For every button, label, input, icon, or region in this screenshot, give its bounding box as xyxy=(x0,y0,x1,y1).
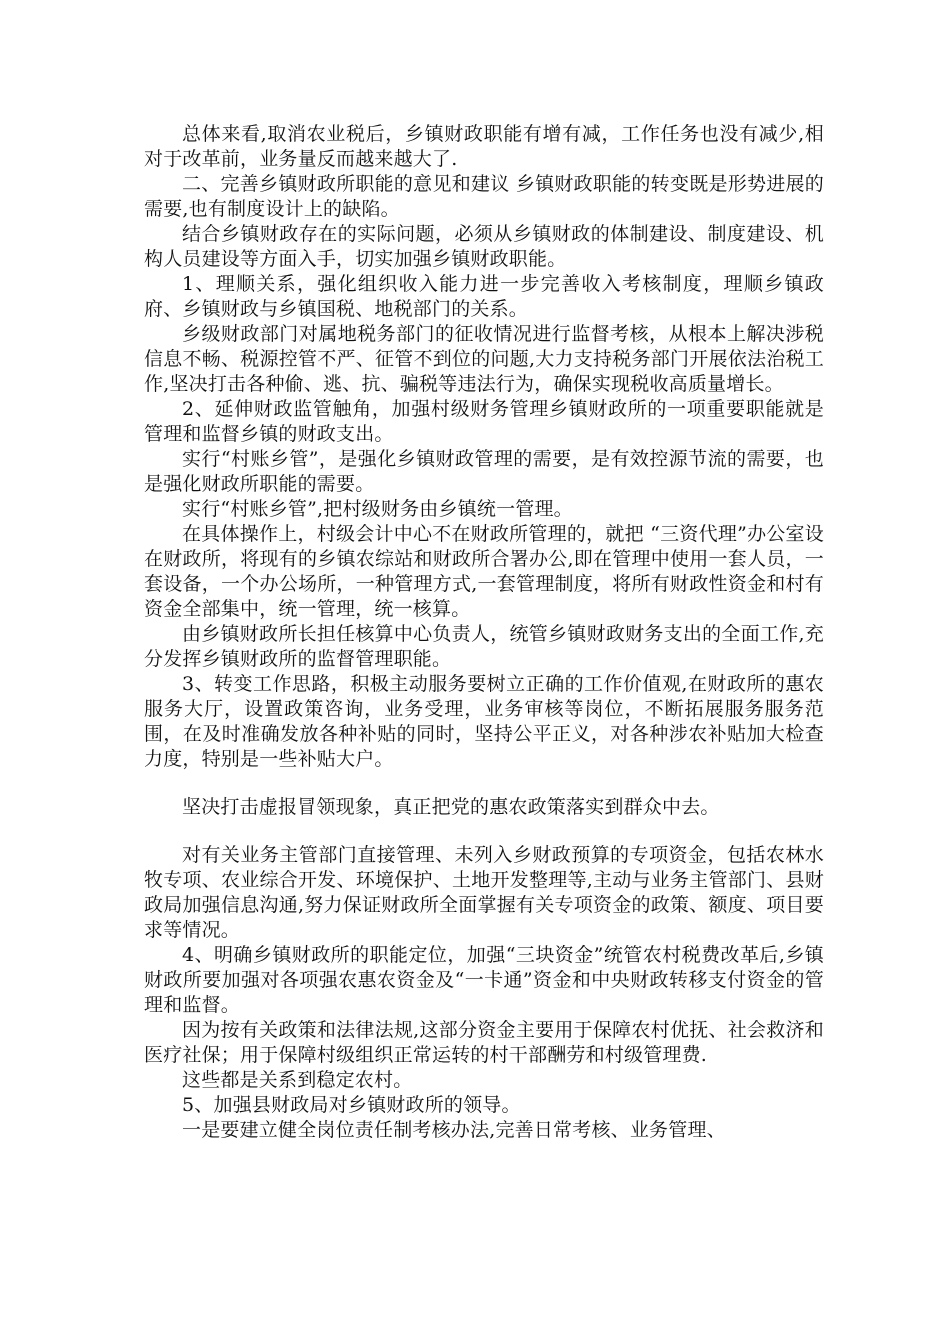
paragraph-accounting-center: 由乡镇财政所长担任核算中心负责人，统管乡镇财政财务支出的全面工作,充分发挥乡镇财政所的监督管理职能。 xyxy=(144,623,824,670)
point-5: 5、加强县财政局对乡镇财政所的领导。 xyxy=(182,1094,521,1116)
paragraph-crackdown: 坚决打击虚报冒领现象，真正把党的惠农政策落实到群众中去。 xyxy=(182,796,720,818)
paragraph-special-funds: 对有关业务主管部门直接管理、未列入乡财政预算的专项资金，包括农林水牧专项、农业综合开发、环境保护、土地开发整理等,主动与业务主管部门、县财政局加强信息沟通,努力保证财政所全面掌握有关专项资金的政策、额度、项目要求等情况。 xyxy=(144,844,824,941)
paragraph-responsibility: 一是要建立健全岗位责任制考核办法,完善日常考核、业务管理、 xyxy=(182,1119,726,1141)
paragraph-operation: 在具体操作上，村级会计中心不在财政所管理的，就把 “三资代理”办公室设在财政所，将现有的乡镇农综站和财政所合署办公,即在管理中使用一套人员，一套设备，一个办公场所，一种管理方式,一套管理制度，将所有财政性资金和村有资金全部集中，统一管理，统一核算。 xyxy=(144,523,824,620)
point-3: 3、转变工作思路，积极主动服务要树立正确的工作价值观,在财政所的惠农服务大厅，设置政策咨询，业务受理，业务审核等岗位，不断拓展服务服务范围，在及时准确发放各种补贴的同时，坚持公平正义，对各种涉农补贴加大检查力度，特别是一些补贴大户。 xyxy=(144,673,824,770)
point-1: 1、理顺关系，强化组织收入能力进一步完善收入考核制度，理顺乡镇政府、乡镇财政与乡镇国税、地税部门的关系。 xyxy=(144,273,824,320)
point-2: 2、延伸财政监管触角，加强村级财务管理乡镇财政所的一项重要职能就是管理和监督乡镇的财政支出。 xyxy=(144,398,824,445)
paragraph-stability: 这些都是关系到稳定农村。 xyxy=(182,1069,413,1091)
paragraph-fund-usage: 因为按有关政策和法律法规,这部分资金主要用于保障农村优抚、社会救济和医疗社保；用于保障村级组织正常运转的村干部酬劳和村级管理费. xyxy=(144,1019,824,1066)
paragraph-village-accounts-unified: 实行“村账乡管”,把村级财务由乡镇统一管理。 xyxy=(182,498,573,520)
section-heading-2: 二、完善乡镇财政所职能的意见和建议 乡镇财政职能的转变既是形势进展的需要,也有制度设计上的缺陷。 xyxy=(144,173,824,220)
paragraph-village-accounts-need: 实行“村账乡管”，是强化乡镇财政管理的需要，是有效控源节流的需要，也是强化财政所职能的需要。 xyxy=(144,448,824,495)
paragraph-tax-supervision: 乡级财政部门对属地税务部门的征收情况进行监督考核，从根本上解决涉税信息不畅、税源控管不严、征管不到位的问题,大力支持税务部门开展依法治税工作,坚决打击各种偷、逃、抗、骗税等违法行为，确保实现税收高质量增长。 xyxy=(144,323,824,395)
paragraph-combine-issues: 结合乡镇财政存在的实际问题，必须从乡镇财政的体制建设、制度建设、机构人员建设等方面入手，切实加强乡镇财政职能。 xyxy=(144,223,824,270)
paragraph-summary: 总体来看,取消农业税后，乡镇财政职能有增有减，工作任务也没有减少,相对于改革前，业务量反而越来越大了. xyxy=(144,123,824,170)
document-body xyxy=(144,122,824,1143)
point-4: 4、明确乡镇财政所的职能定位，加强“三块资金”统管农村税费改革后,乡镇财政所要加强对各项强农惠农资金及“一卡通”资金和中央财政转移支付资金的管理和监督。 xyxy=(144,944,824,1016)
